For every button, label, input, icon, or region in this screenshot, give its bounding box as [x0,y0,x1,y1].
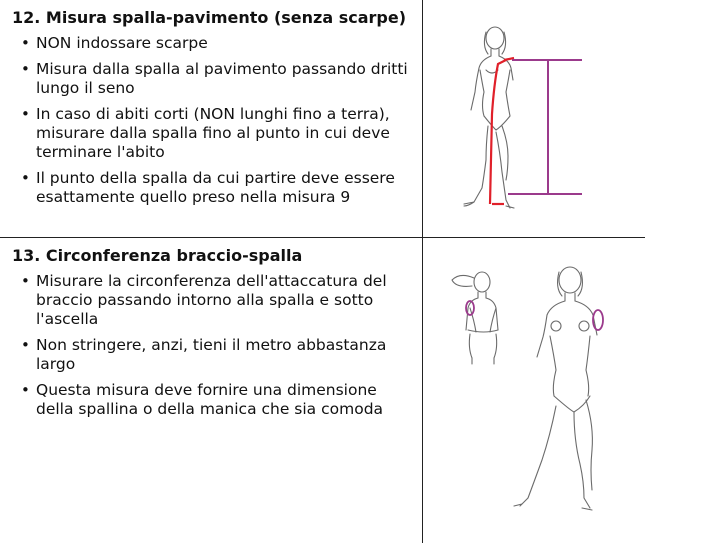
bullet-icon: • [21,169,30,187]
list-item: • NON indossare scarpe [21,34,208,52]
list-item: • Il punto della spalla da cui partire deve essere esattamente quello preso nella misura 9 [21,169,395,206]
section-title: 12. Misura spalla-pavimento (senza scarpe) [12,8,407,27]
list-item: • Misura dalla spalla al pavimento passando dritti lungo il seno [21,60,408,97]
list-item: • Non stringere, anzi, tieni il metro abbastanza largo [21,336,387,373]
list-item: • Misurare la circonferenza dell'attaccatura del braccio passando intorno alla spalla e sotto l'ascella [21,272,387,328]
bullet-list [0,272,420,419]
shoulder-to-floor-figure-icon [440,8,640,228]
bullet-icon: • [21,336,30,354]
table-vertical-divider [422,0,423,543]
section-13 [0,238,420,426]
bullet-icon: • [21,34,30,52]
bullet-icon: • [21,381,30,399]
list-item: • Questa misura deve fornire una dimensione della spallina o della manica che sia comoda [21,381,384,418]
bullet-icon: • [21,105,30,123]
arm-shoulder-circumference-figure-icon [430,250,650,535]
section-12 [0,0,420,214]
bullet-icon: • [21,272,30,290]
bullet-list [0,34,420,207]
bullet-icon: • [21,60,30,78]
section-title: 13. Circonferenza braccio-spalla [12,246,303,265]
list-item: • In caso di abiti corti (NON lunghi fino a terra), misurare dalla spalla fino al punto in cui deve terminare l'abito [21,105,390,161]
